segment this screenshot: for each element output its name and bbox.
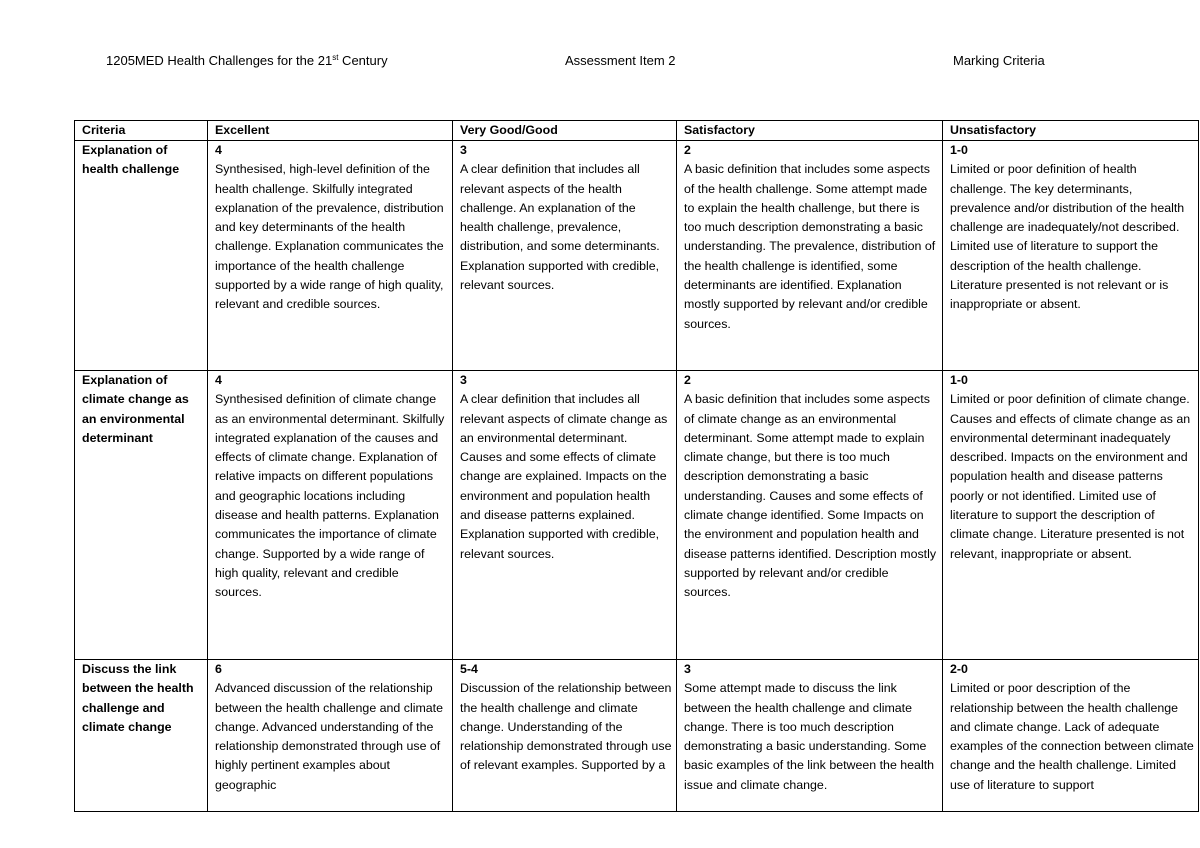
- score-label: 3: [460, 373, 467, 387]
- rubric-cell: [943, 371, 1199, 660]
- cell-description: Limited or poor definition of climate change. Causes and effects of climate change as an environmental determinant inadequately described. Impacts on the environment and population health and disease patterns poorly or not identified. Limited use of literature to support the description of climate change. Literature presented is not relevant, inappropriate or absent.: [950, 392, 1191, 561]
- score-label: 2: [684, 143, 691, 157]
- cell-description: Limited or poor description of the relationship between the health challenge and climate change. Lack of adequate examples of the connection between climate change and the health challenge. Limited use of literature to support: [950, 681, 1194, 792]
- cell-description: Synthesised definition of climate change as an environmental determinant. Skilfully integrated explanation of the causes and effects of climate change. Explanation of relative impacts on different populations and geographic locations including disease and health patterns. Explanation communicates the importance of climate change. Supported by a wide range of high quality, relevant and credible sources.: [215, 392, 445, 600]
- cell-description: A basic definition that includes some aspects of climate change as an environmental determinant. Some attempt made to explain climate change, but there is too much description demonstrating a basic understanding. Causes and some effects of climate change identified. Some Impacts on the environment and population health and disease patterns identified. Description mostly supported by relevant and/or credible sources.: [684, 392, 937, 600]
- cell-description: Limited or poor definition of health challenge. The key determinants, prevalence and/or distribution of the health challenge are inadequately/not described. Limited use of literature to support the description of the health challenge. Literature presented is not relevant or is inappropriate or absent.: [950, 162, 1185, 312]
- table-row: [75, 371, 1199, 660]
- cell-description: Advanced discussion of the relationship between the health challenge and climate change. Advanced understanding of the relationship demonstrated through use of highly pertinent examples about geographic: [215, 681, 444, 792]
- cell-description: A clear definition that includes all relevant aspects of climate change as an environmental determinant. Causes and some effects of climate change are explained. Impacts on the environment and population health and disease patterns explained. Explanation supported with credible, relevant sources.: [460, 392, 668, 561]
- rubric-cell: [208, 141, 453, 371]
- column-header-unsatisfactory: Unsatisfactory: [943, 121, 1199, 141]
- rubric-cell: [677, 141, 943, 371]
- score-label: 5-4: [460, 662, 478, 676]
- course-title: [106, 53, 388, 68]
- cell-description: A clear definition that includes all relevant aspects of the health challenge. An explanation of the health challenge, prevalence, distribution, and some determinants. Explanation supported with credible, relevant sources.: [460, 162, 660, 293]
- rubric-cell: [677, 371, 943, 660]
- score-label: 2: [684, 373, 691, 387]
- score-label: 4: [215, 143, 222, 157]
- table-row: [75, 141, 1199, 371]
- score-label: 6: [215, 662, 222, 676]
- marking-criteria-table: [74, 120, 1199, 812]
- rubric-cell: [453, 371, 677, 660]
- criterion-health-challenge: Explanation of health challenge: [75, 141, 208, 371]
- rubric-cell: [208, 371, 453, 660]
- score-label: 3: [684, 662, 691, 676]
- cell-description: Synthesised, high-level definition of the health challenge. Skilfully integrated explanation of the prevalence, distribution and key determinants of the health challenge. Explanation communicates the importance of the health challenge supported by a wide range of high quality, relevant and credible sources.: [215, 162, 444, 312]
- score-label: 3: [460, 143, 467, 157]
- rubric-cell: [943, 141, 1199, 371]
- criterion-climate-change: Explanation of climate change as an environmental determinant: [75, 371, 208, 660]
- table-header-row: [75, 121, 1199, 141]
- assessment-label: Assessment Item 2: [565, 53, 676, 68]
- score-label: 1-0: [950, 143, 968, 157]
- column-header-satisfactory: Satisfactory: [677, 121, 943, 141]
- course-title-superscript: st: [332, 53, 339, 62]
- course-title-text: 1205MED Health Challenges for the 21: [106, 53, 333, 68]
- document-type-label: Marking Criteria: [953, 53, 1045, 68]
- rubric-cell: [208, 660, 453, 812]
- cell-description: A basic definition that includes some aspects of the health challenge. Some attempt made to explain the health challenge, but there is too much description demonstrating a basic understanding. The prevalence, distribution of the health challenge is identified, some determinants are identified. Explanation mostly supported by relevant and/or credible sources.: [684, 162, 936, 331]
- course-title-suffix: Century: [338, 53, 388, 68]
- column-header-very-good: Very Good/Good: [453, 121, 677, 141]
- score-label: 1-0: [950, 373, 968, 387]
- score-label: 4: [215, 373, 222, 387]
- cell-description: Discussion of the relationship between the health challenge and climate change. Understanding of the relationship demonstrated through use of relevant examples. Supported by a: [460, 681, 672, 773]
- criterion-link-discussion: Discuss the link between the health challenge and climate change: [75, 660, 208, 812]
- score-label: 2-0: [950, 662, 968, 676]
- rubric-cell: [943, 660, 1199, 812]
- rubric-cell: [677, 660, 943, 812]
- rubric-cell: [453, 141, 677, 371]
- column-header-criteria: Criteria: [75, 121, 208, 141]
- table-row: [75, 660, 1199, 812]
- rubric-cell: [453, 660, 677, 812]
- cell-description: Some attempt made to discuss the link between the health challenge and climate change. There is too much description demonstrating a basic understanding. Some basic examples of the link between the health issue and climate change.: [684, 681, 935, 792]
- column-header-excellent: Excellent: [208, 121, 453, 141]
